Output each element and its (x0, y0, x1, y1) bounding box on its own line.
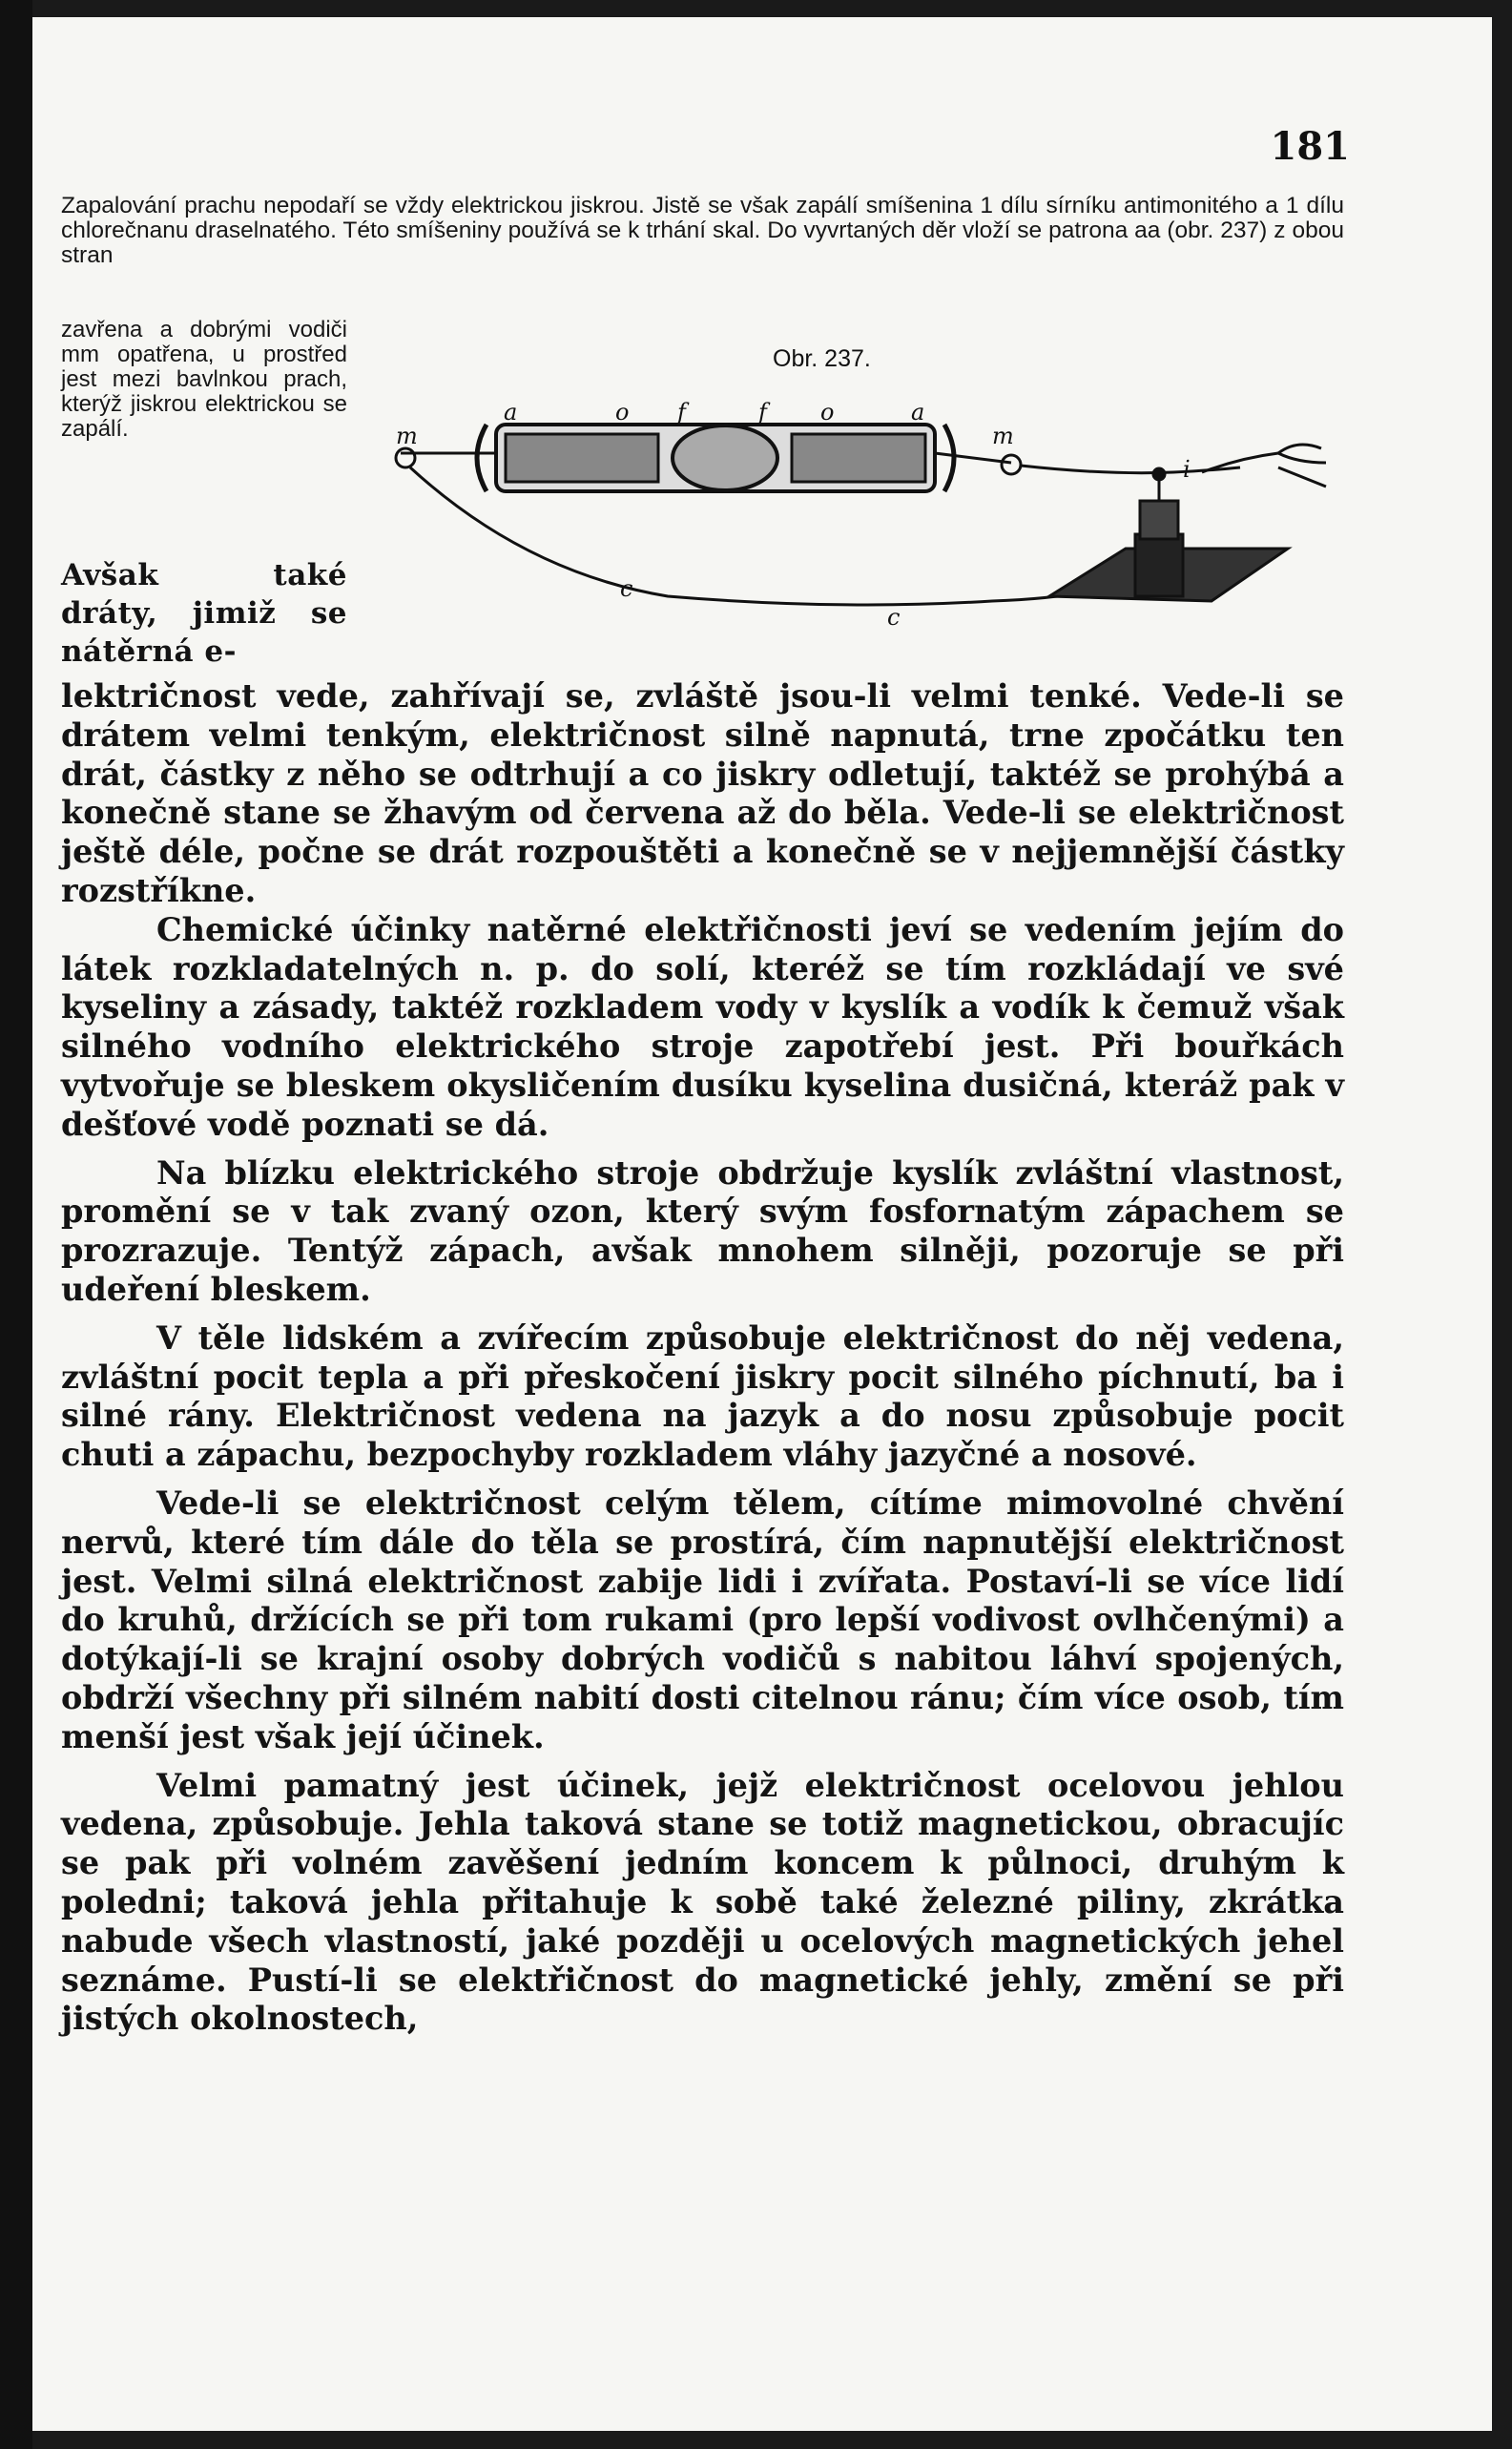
paragraph: Velmi pamatný jest účinek, jejž električnost ocelovou jehlou vedena, způsobuje. Jehla taková stane se totiž magnetickou, obracujíc se pak při volném zavěšení jedním koncem k půlnoci, druhým k poledni; taková jehla přitahuje k sobě také železné piliny, zkrátka nabude všech vlastností, jaké později u ocelových magnetických jehel seznáme. Pustí-li se elektřičnost do magnetické jehly, změní se při jistých okolnostech, (61, 1766, 1344, 2038)
page-number: 181 (1270, 124, 1350, 169)
wrapped-text-large: Avšak také dráty, jimiž se nátěrná e- (61, 558, 347, 669)
label-m-right: m (992, 423, 1014, 449)
paragraph: Chemické účinky natěrné elektřičnosti jeví se vedením jejím do látek rozkladatelných n. p. do solí, kteréž se tím rozkládají ve své kyseliny a zásady, taktéž rozkladem vody v kyslík a vodík k čemuž však silného vodního elektrického stroje zapotřebí jest. Při bouřkách vytvořuje se bleskem okysličením dusíku kyselina dusičná, kteráž pak v dešťové vodě poznati se dá. (61, 910, 1344, 1143)
figure-237-cartridge-diagram (382, 382, 1336, 677)
wrapped-text-column: zavřena a dobrými vodiči mm opatřena, u prostřed jest mezi bavlnkou prach, kterýž jiskrou elektrickou se zapálí. (61, 317, 347, 442)
label-i: i (1183, 456, 1191, 483)
label-o-right: o (820, 399, 835, 425)
paragraph: Vede-li se električnost celým tělem, cítíme mimovolné chvění nervů, které tím dále do těla se prostírá, čím napnutější električnost jest. Velmi silná električnost zabije lidi i zvířata. Postaví-li se více lidí do kruhů, držících se při tom rukami (pro lepší vodivost ovlhčenými) a dotýkají-li se krajní osoby dobrých vodičů s nabitou láhví spojených, obdrží všechny při silném nabití dosti citelnou ránu; čím více osob, tím menší jest však její účinek. (61, 1484, 1344, 1755)
paragraph: Na blízku elektrického stroje obdržuje kyslík zvláštní vlastnost, promění se v tak zvaný ozon, který svým fosfornatým zápachem se prozrazuje. Tentýž zápach, avšak mnohem silněji, pozoruje se při udeření bleskem. (61, 1153, 1344, 1308)
figure-caption: Obr. 237. (773, 345, 871, 372)
hand-with-discharger (1202, 445, 1326, 487)
label-m-left: m (396, 423, 418, 449)
label-f-left: f (677, 399, 686, 425)
main-text (61, 677, 1344, 2039)
paragraph: V těle lidském a zvířecím způsobuje električnost do něj vedena, zvláštní pocit tepla a při přeskočení jiskry pocit silného píchnutí, ba i silné rány. Električnost vedena na jazyk a do nosu způsobuje pocit chuti a zápachu, bezpochyby rozkladem vláhy jazyčné a nosové. (61, 1318, 1344, 1474)
intro-paragraph: Zapalování prachu nepodaří se vždy elektrickou jiskrou. Jistě se však zapálí smíšenina 1 dílu sírníku antimonitého a 1 dílu chlorečnanu draselnatého. Této smíšeniny používá se k trhání skal. Do vyvrtaných děr vloží se patrona aa (obr. 237) z obou stran (61, 193, 1344, 268)
label-c-left: c (620, 575, 633, 602)
label-a-right: a (911, 399, 925, 425)
paragraph: lektričnost vede, zahřívají se, zvláště jsou-li velmi tenké. Vede-li se drátem velmi tenkým, električnost silně napnutá, trne zpočátku ten drát, částky z něho se odtrhují a co jiskry odletují, taktéž se prohýbá a konečně stane se žhavým od červena až do běla. Vede-li se električnost ještě déle, počne se drát rozpouštěti a konečně se v nejjemnější částky rozstříkne. (61, 677, 1344, 909)
label-f-right: f (758, 399, 767, 425)
label-o-left: o (615, 399, 630, 425)
label-c-right: c (887, 604, 901, 631)
leyden-jar (1049, 468, 1288, 601)
label-a-left: a (504, 399, 518, 425)
cartridge-tube (477, 425, 954, 491)
